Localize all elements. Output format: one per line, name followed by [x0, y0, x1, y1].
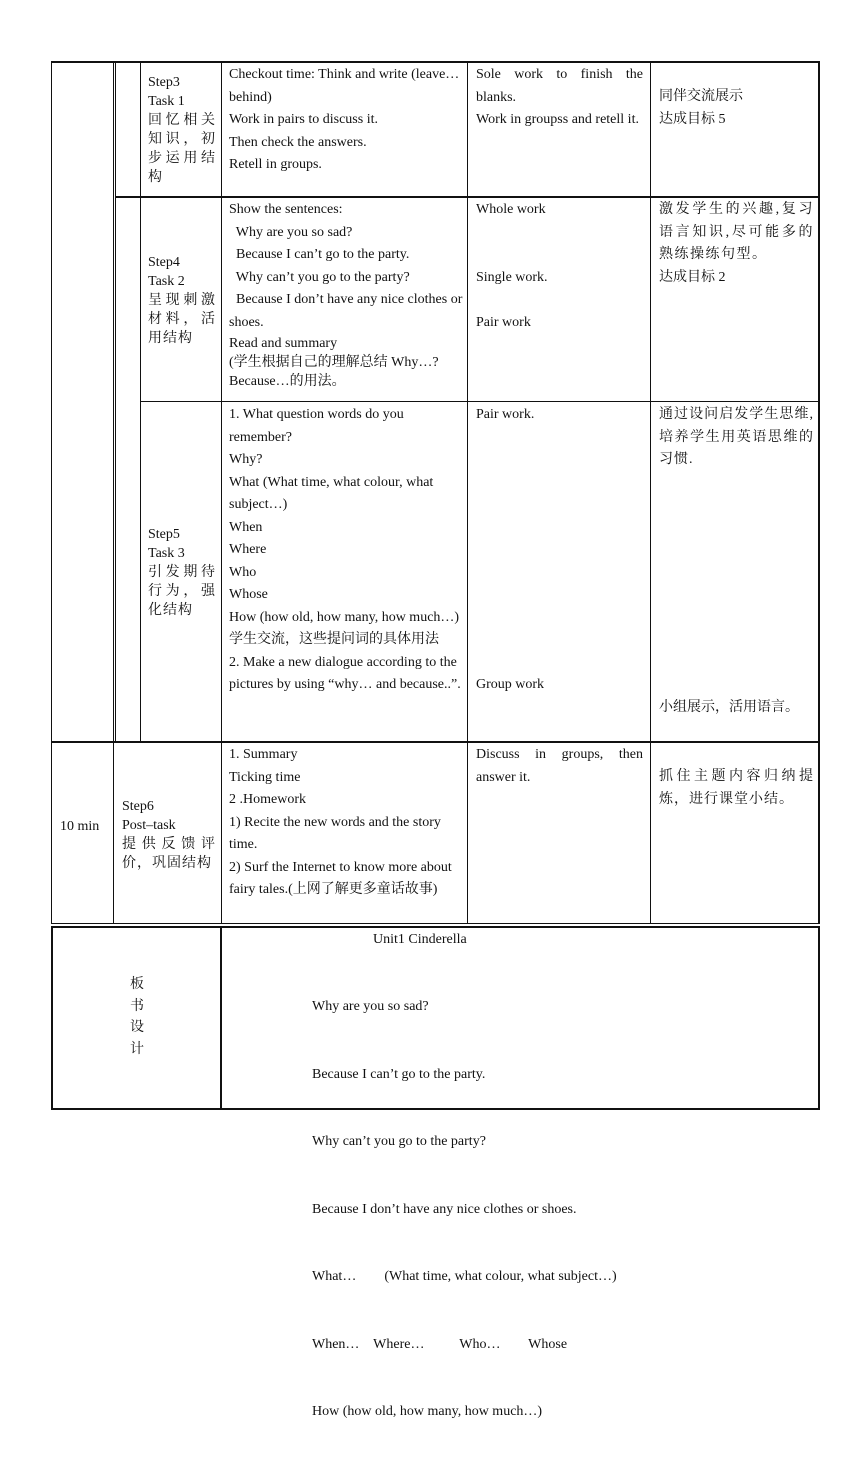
board-line: Because I don’t have any nice clothes or shoes.: [312, 1201, 577, 1217]
purpose-cell-step5-a: [659, 404, 814, 472]
student-cell-step4: [476, 199, 643, 334]
teacher-line: 2) Surf the Internet to know more about fairy tales.(上网了解更多童话故事): [229, 859, 452, 897]
teacher-line: What (What time, what colour, what subject…): [229, 474, 434, 512]
stage-task: Task 2: [148, 274, 185, 289]
stage-desc: 呈现刺激材料，活用结构: [148, 293, 216, 346]
stage-col-right: [221, 61, 222, 924]
student-line: Pair work.: [476, 407, 535, 422]
board-label-char: 计: [130, 1041, 144, 1057]
teacher-line: Checkout time: Think and write (leave…behind): [229, 67, 460, 105]
stage-step: Step6: [122, 799, 154, 814]
stage-cell-step3: [148, 73, 216, 187]
table-bottom-border: [51, 923, 820, 924]
stage-desc: 提供反馈评价，巩固结构: [122, 837, 216, 871]
teacher-line: 学生交流，这些提问词的具体用法: [229, 632, 439, 647]
purpose-line: 达成目标 2: [659, 269, 726, 285]
board-line: Why are you so sad?: [312, 999, 429, 1014]
student-line: Work in groupss and retell it.: [476, 112, 639, 127]
board-left-border: [51, 926, 53, 1110]
teacher-cell-step3: [229, 64, 463, 177]
teacher-line: Then check the answers.: [229, 134, 367, 150]
time-col-right: [113, 61, 114, 924]
stage-cell-step6: [122, 797, 216, 873]
teacher-cell-step4: [229, 199, 466, 391]
stage-task: Post–task: [122, 818, 176, 833]
teacher-line: Why?: [229, 452, 263, 467]
teacher-line: Why can’t you go to the party?: [229, 269, 410, 285]
teacher-line: Work in pairs to discuss it.: [229, 112, 378, 127]
purpose-cell-step4: [659, 199, 814, 289]
table-right-border: [818, 61, 820, 924]
teacher-line: How (how old, how many, how much…): [229, 609, 460, 625]
student-cell-step5-b: [476, 674, 643, 697]
sub-col-right: [140, 61, 141, 196]
student-line: Sole work to finish the blanks.: [476, 67, 643, 105]
teacher-line: (学生根据自己的理解总结 Why…? Because…的用法。: [229, 355, 439, 389]
stage-task: Task 3: [148, 546, 185, 561]
board-label-char: 板: [130, 977, 144, 992]
teacher-line: Because I don’t have any nice clothes or shoes.: [229, 292, 466, 330]
board-right-border: [818, 926, 820, 1110]
teacher-line: Ticking time: [229, 769, 301, 785]
teacher-line: 1) Recite the new words and the story time.: [229, 814, 441, 852]
board-label-char: 设: [130, 1020, 144, 1035]
student-line: Whole work: [476, 202, 546, 217]
table-left-border: [51, 61, 52, 924]
board-top-border: [51, 926, 820, 928]
student-cell-step6: [476, 744, 643, 789]
student-line: Single work.: [476, 269, 548, 285]
stage-desc: 回忆相关知识，初步运用结构: [148, 113, 216, 185]
purpose-line: 通过设问启发学生思维,培养学生用英语思维的习惯.: [659, 407, 814, 467]
stage-desc: 引发期待行为，强化结构: [148, 565, 216, 618]
row-divider-2: [140, 401, 820, 402]
student-line: Discuss in groups, then answer it.: [476, 747, 643, 785]
time-cell: [60, 815, 108, 839]
stage-step: Step4: [148, 255, 180, 270]
teacher-line: 1. Summary: [229, 747, 298, 762]
board-line: How (how old, how many, how much…): [312, 1404, 543, 1419]
teacher-line: 2. Make a new dialogue according to the pictures by using “why… and because..”.: [229, 654, 461, 692]
table-top-border: [51, 61, 820, 63]
purpose-line: 小组展示，活用语言。: [659, 700, 799, 715]
teacher-line: Because I can’t go to the party.: [229, 247, 410, 262]
teacher-cell-step5: [229, 404, 463, 697]
teacher-line: Why are you so sad?: [229, 224, 353, 240]
sub-col-left: [115, 61, 116, 743]
teacher-line: Who: [229, 564, 257, 580]
teacher-line: 2 .Homework: [229, 792, 306, 807]
stage-cell-step5: [148, 525, 216, 620]
board-line: When… Where… Who… Whose: [312, 1336, 568, 1352]
student-cell-step5-a: [476, 404, 643, 427]
purpose-line: 达成目标 5: [659, 111, 726, 127]
board-divider: [220, 926, 222, 1110]
purpose-line: 抓住主题内容归纳提炼，进行课堂小结。: [659, 769, 814, 807]
board-line: What… (What time, what colour, what subject…): [312, 1269, 617, 1284]
student-cell-step3: [476, 64, 643, 132]
sub-col-right-2: [140, 198, 141, 743]
student-col-right: [650, 61, 651, 924]
purpose-cell-step6: [659, 766, 814, 811]
teacher-line: Retell in groups.: [229, 157, 322, 172]
purpose-cell-step3: [659, 86, 814, 131]
student-line: Pair work: [476, 314, 531, 330]
stage-task: Task 1: [148, 94, 185, 109]
board-title: Unit1 Cinderella: [373, 932, 467, 947]
board-line: Why can’t you go to the party?: [312, 1134, 486, 1149]
board-lines: [312, 951, 617, 1469]
teacher-line: Read and summary: [229, 336, 338, 351]
teacher-line: When: [229, 519, 263, 535]
stage-cell-step4: [148, 253, 216, 348]
student-line: Group work: [476, 677, 545, 692]
stage-step: Step5: [148, 527, 180, 542]
teacher-col-right: [467, 61, 468, 924]
teacher-line: 1. What question words do you remember?: [229, 407, 404, 445]
purpose-cell-step5-b: [659, 697, 814, 720]
teacher-line: Whose: [229, 587, 268, 602]
teacher-line: Where: [229, 542, 267, 557]
stage-step: Step3: [148, 75, 180, 90]
board-label-char: 书: [130, 998, 144, 1014]
purpose-line: 同伴交流展示: [659, 89, 743, 104]
row-divider-3: [51, 741, 820, 743]
time-value: 10 min: [60, 819, 100, 834]
teacher-line: Show the sentences:: [229, 202, 343, 217]
purpose-line: 激发学生的兴趣,复习语言知识,尽可能多的熟练操练句型。: [659, 202, 814, 262]
board-line: Because I can’t go to the party.: [312, 1066, 486, 1082]
board-label: [130, 974, 146, 1060]
teacher-cell-step6: [229, 744, 463, 902]
